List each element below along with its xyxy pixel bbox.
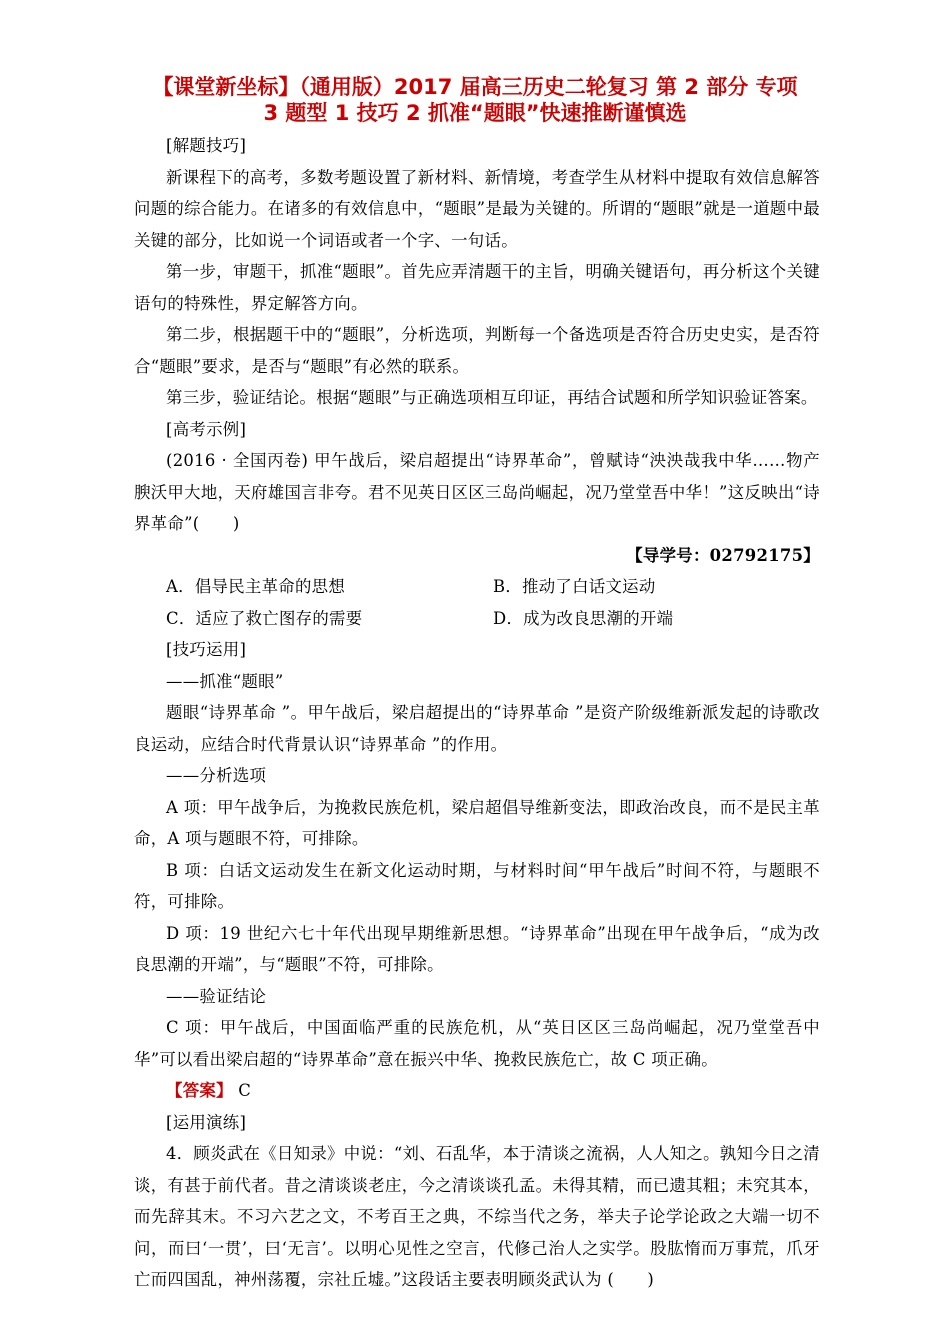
tips-paragraph-3: 第二步，根据题干中的“题眼”，分析选项，判断每一个备选项是否符合历史史实，是否符合“题眼”要求，是否与“题眼”有必然的联系。 <box>134 325 820 376</box>
practice-question: 4．顾炎武在《日知录》中说：“刘、石乱华，本于清谈之流祸，人人知之。孰知今日之清谈，有甚于前代者。昔之清谈谈老庄，今之清谈谈孔孟。未得其精，而已遗其粗；未究其本，而先辞其末。不习六艺之文，不考百王之典，不综当代之务，举夫子论学论政之大端一切不问，而曰‘一贯’，曰‘无言’。以明心见性之空言，代修己治人之实学。股肱惰而万事荒，爪牙亡而四国乱，神州荡覆，宗社丘墟。”这段话主要表明顾炎武认为 ( ) <box>134 1144 820 1289</box>
step-heading-analyze: ——分析选项 <box>166 766 267 785</box>
tips-paragraph-4: 第三步，验证结论。根据“题眼”与正确选项相互印证，再结合试题和所学知识验证答案。 <box>166 388 818 407</box>
analysis-option-a: A 项：甲午战争后，为挽救民族危机，梁启超倡导维新变法，即政治改良，而不是民主革命，A 项与题眼不符，可排除。 <box>134 797 820 848</box>
option-c: C．适应了救亡图存的需要 <box>166 608 363 628</box>
document-title <box>130 74 820 126</box>
analysis-option-b: B 项：白话文运动发生在新文化运动时期，与材料时间“甲午战后”时间不符，与题眼不符，可排除。 <box>134 860 820 911</box>
answer-value: C <box>238 1081 252 1100</box>
title-line-2: 3 题型 1 技巧 2 抓准“题眼”快速推断谨慎选 <box>263 101 687 125</box>
section-tag-practice: [运用演练] <box>166 1112 247 1132</box>
tips-paragraph-2: 第一步，审题干，抓准“题眼”。首先应弄清题干的主旨，明确关键语句，再分析这个关键语句的特殊性，界定解答方向。 <box>134 262 820 313</box>
step-heading-verify: ——验证结论 <box>166 986 267 1006</box>
step-heading-eye: ——抓准“题眼” <box>166 671 284 691</box>
answer-options <box>134 571 820 634</box>
title-line-1: 【课堂新坐标】（通用版）2017 届高三历史二轮复习 第 2 部分 专项 <box>152 75 798 99</box>
document-body <box>134 130 820 1296</box>
conclusion-option-c: C 项：甲午战后，中国面临严重的民族危机，从“英日区区三岛尚崛起，况乃堂堂吾中华”可以看出梁启超的“诗界革命”意在振兴中华、挽救民族危亡，故 C 项正确。 <box>134 1018 820 1069</box>
section-tag-example: [高考示例] <box>166 419 247 439</box>
section-tag-apply: [技巧运用] <box>166 640 247 659</box>
option-b: B．推动了白话文运动 <box>493 577 656 596</box>
section-tag-tips: [解题技巧] <box>166 136 247 155</box>
example-question: (2016 · 全国丙卷) 甲午战后，梁启超提出“诗界革命”，曾赋诗“泱泱哉我中华……物产腴沃甲大地，天府雄国言非夸。君不见英日区区三岛尚崛起，况乃堂堂吾中华！”这反映出“诗界革命”( ) <box>134 451 820 533</box>
analysis-option-d: D 项：19 世纪六七十年代出现早期维新思想。“诗界革命”出现在甲午战争后，“成为改良思潮的开端”，与“题眼”不符，可排除。 <box>134 923 820 974</box>
tips-paragraph-1: 新课程下的高考，多数考题设置了新材料、新情境，考查学生从材料中提取有效信息解答问题的综合能力。在诸多的有效信息中，“题眼”是最为关键的。所谓的“题眼”就是一道题中最关键的部分，比如说一个词语或者一个字、一句话。 <box>134 167 820 250</box>
reference-number: 【导学号：02792175】 <box>626 545 820 565</box>
eye-explanation: 题眼“诗界革命 ”。甲午战后，梁启超提出的“诗界革命 ”是资产阶级维新派发起的诗歌改良运动，应结合时代背景认识“诗界革命 ”的作用。 <box>134 703 820 754</box>
answer-label: 【答案】 <box>166 1081 233 1100</box>
answer-line <box>134 1075 820 1107</box>
option-d: D．成为改良思潮的开端 <box>493 608 674 628</box>
option-a: A．倡导民主革命的思想 <box>166 577 346 596</box>
